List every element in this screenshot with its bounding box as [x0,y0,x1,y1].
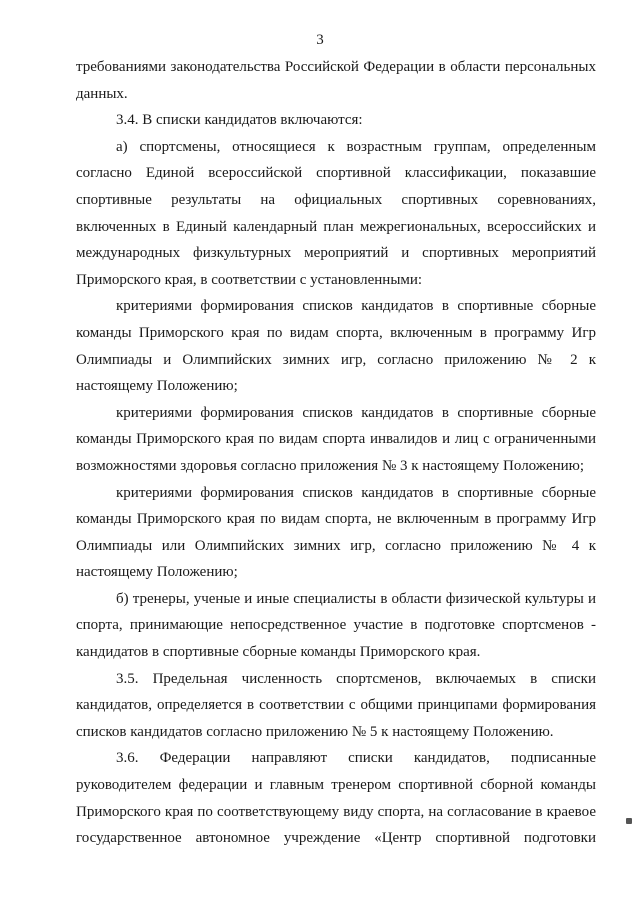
text-line: настоящему Положению; [76,564,238,581]
text-line: включенных в Единый календарный план межрегиональных, всероссийских и [76,218,596,235]
text-line: Приморского края, в соответствии с установленными: [76,271,423,288]
text-line: настоящему Положению; [76,378,238,395]
text-line: Олимпиады или Олимпийских зимних игр, согласно приложению № 4 к [76,537,596,554]
text-line: а) спортсмены, относящиеся к возрастным группам, определенным [116,138,596,155]
text-line: спортивные результаты на официальных спортивных соревнованиях, [76,191,596,208]
text-line: списков кандидатов согласно приложению № 5 к настоящему Положению. [76,723,554,740]
text-line: 3.5. Предельная численность спортсменов, включаемых в списки [116,670,596,687]
text-line: 3.4. В списки кандидатов включаются: [116,112,363,129]
page-number: 3 [316,32,324,48]
text-line: требованиями законодательства Российской Федерации в области персональных [76,59,596,75]
text-line: международных физкультурных мероприятий и спортивных мероприятий [76,245,596,262]
text-line: кандидатов, определяется в соответствии с общими принципами формирования [76,697,596,714]
text-line: кандидатов в спортивные сборные команды Приморского края. [76,644,481,661]
text-line: команды Приморского края по видам спорта, включенным в программу Игр [76,324,596,341]
text-line: критериями формирования списков кандидатов в спортивные сборные [116,404,596,421]
text-line: б) тренеры, ученые и иные специалисты в области физической культуры и [116,590,596,607]
text-line: согласно Единой всероссийской спортивной классификации, показавшие [76,165,596,182]
text-line: возможностями здоровья согласно приложения № 3 к настоящему Положению; [76,457,585,474]
text-line: руководителем федерации и главным тренером спортивной сборной команды [76,777,596,794]
text-line: спорта, принимающие непосредственное участие в подготовке спортсменов - [76,617,596,634]
text-line: 3.6. Федерации направляют списки кандидатов, подписанные [116,750,596,767]
document-body [76,54,596,852]
text-line: Приморского края по соответствующему виду спорта, на согласование в краевое [76,803,596,820]
text-line: Олимпиады и Олимпийских зимних игр, согласно приложению № 2 к [76,351,596,368]
text-line: критериями формирования списков кандидатов в спортивные сборные [116,484,596,501]
text-line: критериями формирования списков кандидатов в спортивные сборные [116,298,596,315]
text-line: государственное автономное учреждение «Центр спортивной подготовки [76,830,596,847]
margin-mark [626,818,632,824]
text-line: команды Приморского края по видам спорта инвалидов и лиц с ограниченными [76,431,596,448]
text-line: команды Приморского края по видам спорта, не включенным в программу Игр [76,511,596,528]
text-line: данных. [76,85,128,102]
